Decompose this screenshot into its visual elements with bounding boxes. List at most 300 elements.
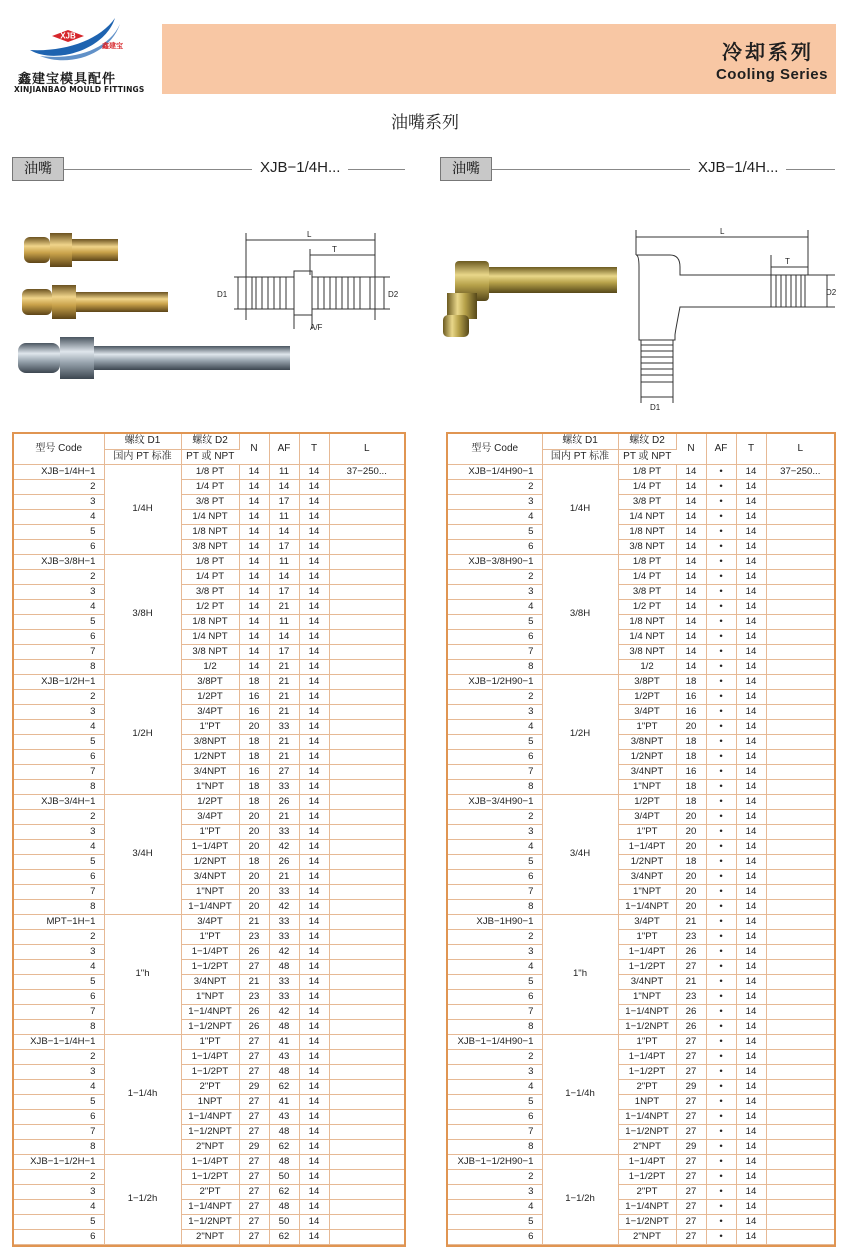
dim-label-D1: D1 <box>217 290 228 299</box>
cell-l <box>329 1034 404 1049</box>
cell-d2: 1−1/4NPT <box>618 1004 676 1019</box>
cell-n: 14 <box>239 524 269 539</box>
col-header-d1: 螺纹 D1 <box>104 434 181 449</box>
cell-l <box>329 1124 404 1139</box>
cell-t: 14 <box>299 464 329 479</box>
table-row <box>448 689 834 704</box>
cell-n: 20 <box>676 809 706 824</box>
cell-t: 14 <box>736 989 766 1004</box>
cell-n: 18 <box>239 734 269 749</box>
cell-d2: 3/4NPT <box>181 974 239 989</box>
cell-n: 18 <box>239 749 269 764</box>
cell-d2: 1"NPT <box>618 884 676 899</box>
spec-table-straight <box>12 432 406 1247</box>
cell-d2: 2"PT <box>181 1079 239 1094</box>
cell-l <box>766 479 834 494</box>
cell-code: 5 <box>14 1094 104 1109</box>
cell-code: 8 <box>448 659 542 674</box>
cell-d2: 1"PT <box>181 1034 239 1049</box>
cell-l <box>766 509 834 524</box>
cell-l <box>329 839 404 854</box>
cell-code: 5 <box>448 1094 542 1109</box>
col-header-n: N <box>239 434 269 464</box>
cell-l <box>329 554 404 569</box>
cell-code: 2 <box>448 479 542 494</box>
cell-t: 14 <box>736 929 766 944</box>
table-row <box>448 989 834 1004</box>
cell-d2: 1"PT <box>618 719 676 734</box>
cell-n: 20 <box>676 869 706 884</box>
table-row <box>448 659 834 674</box>
cell-af: • <box>706 929 736 944</box>
cell-d2: 3/4PT <box>618 809 676 824</box>
table-row <box>448 944 834 959</box>
cell-code: 8 <box>14 1139 104 1154</box>
cell-n: 26 <box>239 1019 269 1034</box>
table-row <box>448 1214 834 1229</box>
cell-d2: 1/2NPT <box>618 854 676 869</box>
dim-label-D1: D1 <box>650 403 661 412</box>
table-row <box>14 464 404 479</box>
cell-n: 14 <box>239 584 269 599</box>
cell-af: • <box>706 554 736 569</box>
cell-af: 26 <box>269 854 299 869</box>
cell-l <box>329 749 404 764</box>
cell-af: 14 <box>269 479 299 494</box>
col-header-d2: 螺纹 D2 <box>181 434 239 449</box>
cell-code: 4 <box>448 599 542 614</box>
cell-t: 14 <box>299 989 329 1004</box>
cell-n: 27 <box>239 1169 269 1184</box>
cell-l <box>329 539 404 554</box>
cell-n: 27 <box>239 1124 269 1139</box>
table-row <box>14 509 404 524</box>
cell-t: 14 <box>736 899 766 914</box>
cell-l <box>766 1169 834 1184</box>
svg-text:XJB: XJB <box>60 31 76 41</box>
cell-n: 29 <box>676 1139 706 1154</box>
section-header-straight <box>12 157 405 181</box>
table-row <box>448 1019 834 1034</box>
cell-n: 21 <box>239 914 269 929</box>
cell-l <box>329 974 404 989</box>
cell-code: 3 <box>448 824 542 839</box>
page-title: 油嘴系列 <box>391 113 459 133</box>
cell-l <box>329 1004 404 1019</box>
series-title-en: Cooling Series <box>715 66 828 83</box>
table-row <box>448 1229 834 1244</box>
cell-d2: 1/4 NPT <box>181 629 239 644</box>
table-row <box>14 779 404 794</box>
cell-code: 4 <box>448 509 542 524</box>
cell-code: 7 <box>14 1004 104 1019</box>
cell-af: 62 <box>269 1139 299 1154</box>
table-row <box>14 554 404 569</box>
cell-code: 5 <box>448 974 542 989</box>
cell-af: 33 <box>269 719 299 734</box>
cell-n: 27 <box>676 1214 706 1229</box>
cell-l <box>766 524 834 539</box>
cell-d1: 1/4H <box>542 464 618 554</box>
company-name-en: XINJIANBAO MOULD FITTINGS <box>14 85 145 94</box>
cell-code: 8 <box>448 1139 542 1154</box>
straight-fitting-drawing <box>234 233 390 329</box>
table-row <box>448 839 834 854</box>
cell-af: 14 <box>269 629 299 644</box>
cell-af: 62 <box>269 1229 299 1244</box>
cell-code: 8 <box>448 1019 542 1034</box>
cell-code: XJB−1−1/2H−1 <box>14 1154 104 1169</box>
cell-d1: 1−1/2h <box>542 1154 618 1244</box>
cell-l <box>329 614 404 629</box>
cell-n: 26 <box>239 1004 269 1019</box>
cell-d1: 3/8H <box>104 554 181 674</box>
cell-l <box>766 794 834 809</box>
cell-code: 3 <box>14 824 104 839</box>
cell-af: 11 <box>269 554 299 569</box>
cell-l <box>766 839 834 854</box>
cell-l <box>329 659 404 674</box>
cell-code: 3 <box>448 584 542 599</box>
table-row <box>14 959 404 974</box>
table-row <box>14 899 404 914</box>
cell-l <box>766 824 834 839</box>
cell-code: 6 <box>14 1229 104 1244</box>
col-header-t: T <box>736 434 766 464</box>
cell-code: 6 <box>448 1109 542 1124</box>
cell-t: 14 <box>736 569 766 584</box>
cell-d2: 1−1/4PT <box>181 1049 239 1064</box>
cell-af: 17 <box>269 644 299 659</box>
cell-code: 7 <box>448 644 542 659</box>
cell-d2: 1−1/4NPT <box>181 1199 239 1214</box>
table-row <box>14 854 404 869</box>
table-row <box>14 944 404 959</box>
cell-code: 6 <box>448 629 542 644</box>
cell-n: 14 <box>676 464 706 479</box>
cell-d1: 1"h <box>104 914 181 1034</box>
cell-l <box>766 779 834 794</box>
cell-d2: 1/8 PT <box>618 464 676 479</box>
cell-t: 14 <box>299 659 329 674</box>
table-row <box>448 929 834 944</box>
cell-n: 18 <box>676 779 706 794</box>
cell-af: 42 <box>269 1004 299 1019</box>
cell-t: 14 <box>299 539 329 554</box>
table-row <box>14 839 404 854</box>
cell-l <box>329 869 404 884</box>
cell-l <box>329 914 404 929</box>
cell-n: 14 <box>239 554 269 569</box>
cell-t: 14 <box>299 1079 329 1094</box>
cell-l <box>766 1049 834 1064</box>
cell-t: 14 <box>299 1139 329 1154</box>
cell-n: 16 <box>239 704 269 719</box>
cell-d2: 1"PT <box>181 719 239 734</box>
cell-t: 14 <box>736 1169 766 1184</box>
cell-d2: 3/4PT <box>181 914 239 929</box>
cell-d2: 1/4 NPT <box>181 509 239 524</box>
cell-l <box>766 719 834 734</box>
cell-t: 14 <box>736 599 766 614</box>
cell-d2: 1"NPT <box>181 989 239 1004</box>
col-subheader-d1: 国内 PT 标准 <box>542 449 618 464</box>
series-title-zh: 冷却系列 <box>722 40 814 64</box>
cell-af: • <box>706 1109 736 1124</box>
elbow-fitting-photo <box>443 261 617 337</box>
table-row <box>14 1229 404 1244</box>
cell-l <box>329 899 404 914</box>
cell-d2: 3/8 PT <box>181 494 239 509</box>
cell-af: • <box>706 509 736 524</box>
col-subheader-d1: 国内 PT 标准 <box>104 449 181 464</box>
cell-code: 4 <box>448 719 542 734</box>
table-row <box>448 1064 834 1079</box>
cell-d2: 1"PT <box>618 1034 676 1049</box>
cell-af: 48 <box>269 1124 299 1139</box>
cell-af: • <box>706 659 736 674</box>
cell-af: • <box>706 1034 736 1049</box>
cell-code: 7 <box>448 1004 542 1019</box>
cell-l <box>329 689 404 704</box>
section-tag: 油嘴 <box>440 157 492 181</box>
cell-t: 14 <box>736 1214 766 1229</box>
cell-t: 14 <box>299 524 329 539</box>
cell-d2: 1NPT <box>618 1094 676 1109</box>
cell-t: 14 <box>299 614 329 629</box>
cell-t: 14 <box>299 1124 329 1139</box>
cell-d2: 1/8 PT <box>181 464 239 479</box>
cell-code: 2 <box>14 1049 104 1064</box>
table-row <box>448 899 834 914</box>
cell-code: 5 <box>448 614 542 629</box>
cell-d2: 3/4NPT <box>618 764 676 779</box>
cell-code: 8 <box>14 659 104 674</box>
cell-af: • <box>706 989 736 1004</box>
cell-d1: 3/8H <box>542 554 618 674</box>
cell-t: 14 <box>299 1004 329 1019</box>
cell-t: 14 <box>736 644 766 659</box>
cell-code: 7 <box>14 884 104 899</box>
col-subheader-d2: PT 或 NPT <box>181 449 239 464</box>
cell-n: 23 <box>676 929 706 944</box>
cell-l <box>766 584 834 599</box>
cell-af: • <box>706 1004 736 1019</box>
cell-af: • <box>706 1229 736 1244</box>
cell-t: 14 <box>299 929 329 944</box>
cell-l <box>766 884 834 899</box>
cell-d2: 3/8 NPT <box>181 539 239 554</box>
table-row <box>14 884 404 899</box>
cell-d2: 1−1/4NPT <box>181 899 239 914</box>
cell-d2: 3/8NPT <box>618 734 676 749</box>
cell-d2: 1"NPT <box>618 779 676 794</box>
cell-af: 27 <box>269 764 299 779</box>
col-header-d1: 螺纹 D1 <box>542 434 618 449</box>
table-row <box>448 494 834 509</box>
cell-d2: 3/8NPT <box>181 734 239 749</box>
cell-t: 14 <box>299 479 329 494</box>
cell-t: 14 <box>736 719 766 734</box>
cell-d2: 1/8 NPT <box>181 524 239 539</box>
table-row <box>448 704 834 719</box>
cell-l <box>329 779 404 794</box>
table-row <box>14 869 404 884</box>
cell-af: • <box>706 1139 736 1154</box>
cell-af: 21 <box>269 689 299 704</box>
cell-n: 18 <box>239 854 269 869</box>
cell-af: 48 <box>269 1064 299 1079</box>
cell-t: 14 <box>736 884 766 899</box>
cell-t: 14 <box>736 914 766 929</box>
cell-n: 23 <box>239 929 269 944</box>
cell-l <box>329 944 404 959</box>
cell-t: 14 <box>299 599 329 614</box>
cell-d2: 1−1/2PT <box>618 959 676 974</box>
cell-d2: 1"NPT <box>618 989 676 1004</box>
cell-l <box>329 509 404 524</box>
cell-af: 21 <box>269 869 299 884</box>
cell-n: 14 <box>676 509 706 524</box>
cell-l <box>766 854 834 869</box>
cell-l <box>766 494 834 509</box>
cell-af: • <box>706 674 736 689</box>
cell-d2: 3/8 NPT <box>618 644 676 659</box>
cell-l <box>766 1199 834 1214</box>
cell-t: 14 <box>736 959 766 974</box>
table-row <box>448 719 834 734</box>
cell-t: 14 <box>299 719 329 734</box>
cell-af: • <box>706 719 736 734</box>
cell-n: 27 <box>239 1064 269 1079</box>
cell-n: 27 <box>676 1124 706 1139</box>
cell-af: • <box>706 884 736 899</box>
cell-af: 50 <box>269 1214 299 1229</box>
cell-n: 14 <box>676 539 706 554</box>
cell-n: 18 <box>676 854 706 869</box>
cell-d2: 2"NPT <box>181 1229 239 1244</box>
cell-t: 14 <box>736 854 766 869</box>
cell-n: 14 <box>239 464 269 479</box>
cell-t: 14 <box>736 659 766 674</box>
cell-n: 16 <box>239 689 269 704</box>
cell-t: 14 <box>736 1004 766 1019</box>
cell-code: XJB−3/4H−1 <box>14 794 104 809</box>
cell-t: 14 <box>736 584 766 599</box>
cell-l <box>766 989 834 1004</box>
cell-n: 14 <box>676 644 706 659</box>
cell-n: 14 <box>239 479 269 494</box>
cell-t: 14 <box>299 629 329 644</box>
cell-t: 14 <box>299 764 329 779</box>
cell-af: • <box>706 779 736 794</box>
dim-label-L: L <box>720 227 725 236</box>
table-row <box>448 1109 834 1124</box>
table-row <box>448 644 834 659</box>
col-header-code: 型号 Code <box>14 434 104 464</box>
cell-t: 14 <box>736 824 766 839</box>
cell-d2: 3/8 PT <box>618 494 676 509</box>
cell-af: • <box>706 614 736 629</box>
cell-d2: 1/8 PT <box>618 554 676 569</box>
cell-n: 27 <box>676 1169 706 1184</box>
table-row <box>448 1199 834 1214</box>
cell-n: 14 <box>676 659 706 674</box>
cell-d2: 1−1/4NPT <box>618 899 676 914</box>
cell-t: 14 <box>736 479 766 494</box>
cell-d2: 1−1/4PT <box>181 839 239 854</box>
cell-l <box>766 1004 834 1019</box>
cell-code: 2 <box>448 689 542 704</box>
cell-l <box>766 629 834 644</box>
cell-af: 17 <box>269 584 299 599</box>
table-row <box>14 659 404 674</box>
cell-n: 29 <box>676 1079 706 1094</box>
cell-t: 14 <box>736 974 766 989</box>
cell-n: 27 <box>676 1184 706 1199</box>
cell-d2: 1/4 PT <box>618 569 676 584</box>
cell-l <box>329 884 404 899</box>
cell-af: 11 <box>269 509 299 524</box>
cell-code: 6 <box>14 749 104 764</box>
cell-code: XJB−1/4H90−1 <box>448 464 542 479</box>
cell-n: 27 <box>676 1064 706 1079</box>
cell-d2: 3/4NPT <box>181 869 239 884</box>
cell-af: 62 <box>269 1184 299 1199</box>
cell-af: 43 <box>269 1049 299 1064</box>
cell-d2: 1/8 NPT <box>618 614 676 629</box>
table-row <box>448 524 834 539</box>
table-row <box>14 524 404 539</box>
table-row <box>14 1094 404 1109</box>
cell-af: 41 <box>269 1094 299 1109</box>
cell-l <box>329 1079 404 1094</box>
table-row <box>14 1019 404 1034</box>
cell-l <box>766 1034 834 1049</box>
table-row <box>448 584 834 599</box>
cell-d2: 2"NPT <box>618 1229 676 1244</box>
table-row <box>14 1004 404 1019</box>
cell-af: 33 <box>269 884 299 899</box>
cell-af: • <box>706 1199 736 1214</box>
cell-af: 26 <box>269 794 299 809</box>
dim-label-D2: D2 <box>826 288 837 297</box>
cell-n: 27 <box>239 1154 269 1169</box>
cell-l <box>329 764 404 779</box>
cell-af: 14 <box>269 569 299 584</box>
fitting-photo-small <box>24 233 118 267</box>
table-row <box>14 539 404 554</box>
table-row <box>448 809 834 824</box>
cell-d2: 3/4PT <box>618 914 676 929</box>
cell-l <box>766 599 834 614</box>
cell-t: 14 <box>299 689 329 704</box>
cell-t: 14 <box>736 509 766 524</box>
cell-d1: 1−1/4h <box>104 1034 181 1154</box>
cell-d2: 1"PT <box>618 824 676 839</box>
cell-d2: 3/8PT <box>181 674 239 689</box>
cell-l <box>766 1139 834 1154</box>
cell-d2: 1/2NPT <box>181 854 239 869</box>
cell-l <box>329 1094 404 1109</box>
table-row <box>448 1094 834 1109</box>
cell-l <box>329 599 404 614</box>
cell-code: 8 <box>14 899 104 914</box>
cell-l <box>766 929 834 944</box>
cell-code: 4 <box>448 959 542 974</box>
cell-af: 11 <box>269 464 299 479</box>
cell-code: 7 <box>448 884 542 899</box>
